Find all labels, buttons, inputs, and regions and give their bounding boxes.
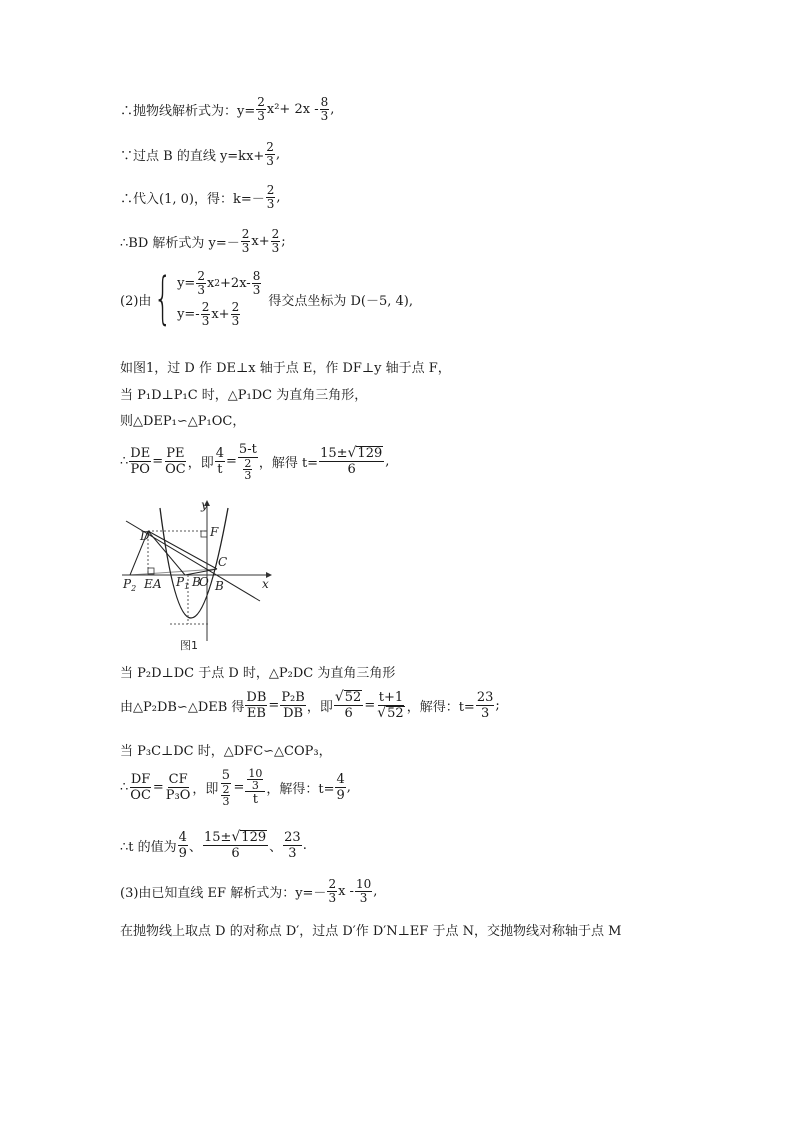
line-parabola-equation: ∴抛物线解析式为：y= $\frac{2}{3}$ x²+ 2x - $\frac{8}{3}$ , bbox=[120, 95, 335, 123]
line-line-through-b: ∵过点 B 的直线 y=kx+ $\frac{2}{3}$ , bbox=[120, 140, 281, 168]
fraction: $\frac{2}{3}$ bbox=[257, 95, 265, 123]
point-o-label: O bbox=[199, 575, 209, 589]
parabola-diagram bbox=[120, 498, 282, 653]
line-equation-system: (2)由 { y= $\frac{2}{3}$ x 2 +2x- $\frac{8}{3}$ y=- $\frac{2}{3}$ x+ $\frac{2}{3}$ 得交点坐标为 D(－5, 4), bbox=[120, 266, 413, 331]
point-p1-label: $P_1$ bbox=[176, 575, 190, 591]
line-case-p2: 当 P₂D⊥DC 于点 D 时，△P₂DC 为直角三角形 bbox=[120, 666, 396, 681]
line-symmetric-point: 在抛物线上取点 D 的对称点 D′，过点 D′作 D′N⊥EF 于点 N，交抛物线对称轴于点 M bbox=[120, 924, 622, 939]
brace-icon: { bbox=[154, 266, 173, 331]
point-a-label: A bbox=[153, 577, 162, 591]
equation-system: { y= $\frac{2}{3}$ x 2 +2x- $\frac{8}{3}$ y=- $\frac{2}{3}$ x+ $\frac{2}{3}$ bbox=[154, 266, 261, 331]
line-similar-triangles-1: 则△DEP₁∽△P₁OC， bbox=[120, 414, 246, 429]
line-ratio-solve-2: 由△P₂DB∽△DEB 得 $\frac{DB}{EB}$ = $\frac{\text{P₂B}}{DB}$ ，即 √ 52 6 = t+1 √ 52 ，解得：t= $\frac{23}{3}$ ; bbox=[120, 689, 500, 721]
fraction: $\frac{2}{3}$ bbox=[241, 227, 250, 255]
y-axis-label: y bbox=[201, 498, 208, 512]
point-f-label: F bbox=[210, 525, 219, 539]
line-ratio-solve-1: ∴ $\frac{DE}{PO}$ = $\frac{PE}{OC}$ ，即 $\frac{4}{t}$ = $\frac{5-t}{\frac{2}{3}}$ ，解得 t= 15± √ 129 6 , bbox=[120, 442, 390, 482]
point-b2-label: B bbox=[192, 575, 201, 589]
point-p2-label: $P_2$ bbox=[123, 577, 137, 593]
line-ef-equation: (3)由已知直线 EF 解析式为：y=－ $\frac{2}{3}$ x - $\frac{10}{3}$ , bbox=[120, 877, 378, 905]
line-case-p1: 当 P₁D⊥P₁C 时，△P₁DC 为直角三角形， bbox=[120, 388, 368, 403]
text: ∴抛物线解析式为：y= bbox=[120, 104, 256, 119]
point-b-label: B bbox=[215, 579, 224, 593]
point-e-label: E bbox=[144, 577, 153, 591]
fraction: $\frac{2}{3}$ bbox=[266, 183, 275, 211]
fraction: $\frac{2}{3}$ bbox=[271, 227, 280, 255]
fraction: $\frac{2}{3}$ bbox=[266, 140, 274, 168]
line-substitute: ∴代入(1, 0)，得：k=－ $\frac{2}{3}$ , bbox=[120, 183, 281, 211]
figure-caption: 图1 bbox=[180, 639, 198, 652]
line-ratio-solve-3: ∴ $\frac{DF}{OC}$ = $\frac{CF}{\text{P₃O}}$ ，即 $\frac{5}{\frac{2}{3}}$ = $\frac{\frac{10}{3}}{t}$ ，解得：t= $\frac{4}{9}$ , bbox=[120, 767, 351, 808]
x-axis-label: x bbox=[262, 577, 269, 591]
point-d-label: D bbox=[140, 529, 150, 543]
line-t-values: ∴t 的值为 $\frac{4}{9}$ 、 15± √ 129 6 、 $\frac{23}{3}$ . bbox=[120, 829, 307, 861]
line-bd-equation: ∴BD 解析式为 y=－ $\frac{2}{3}$ x+ $\frac{2}{3}$ ; bbox=[120, 227, 286, 255]
figure-1 bbox=[120, 498, 282, 653]
line-case-p3: 当 P₃C⊥DC 时，△DFC∽△COP₃， bbox=[120, 744, 332, 759]
line-figure-intro: 如图1，过 D 作 DE⊥x 轴于点 E，作 DF⊥y 轴于点 F， bbox=[120, 361, 451, 376]
point-c-label: C bbox=[218, 555, 228, 569]
fraction: $\frac{8}{3}$ bbox=[320, 95, 329, 123]
